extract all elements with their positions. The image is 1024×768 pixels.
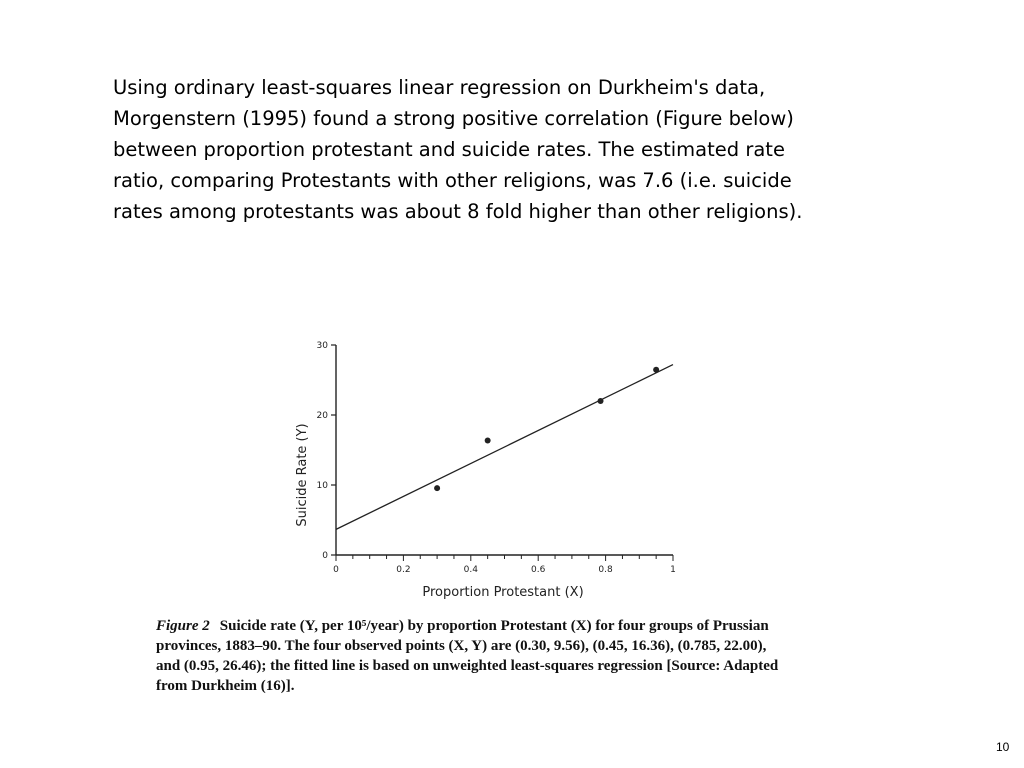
caption-line: and (0.95, 26.46); the fitted line is based on unweighted least-squares regression [Source: Adapted [156,658,779,674]
caption-line: Suicide rate (Y, per 10⁵/year) by proportion Protestant (X) for four groups of Prussian [219,618,769,634]
body-text-line: between proportion protestant and suicide rates. The estimated rate [113,138,785,161]
data-point [485,437,491,443]
y-tick-label: 30 [316,341,328,351]
data-point [598,398,604,404]
body-text-line: ratio, comparing Protestants with other religions, was 7.6 (i.e. suicide [113,169,792,192]
x-tick-label: 0 [333,565,339,575]
body-text-line: Using ordinary least-squares linear regression on Durkheim's data, [113,76,766,99]
caption-line: provinces, 1883–90. The four observed points (X, Y) are (0.30, 9.56), (0.45, 16.36), (0.785, 22.00), [156,638,767,654]
data-point [434,485,440,491]
page-number: 10 [996,740,1010,754]
caption-line: from Durkheim (16)]. [156,678,295,694]
x-axis-label: Proportion Protestant (X) [422,585,584,600]
y-tick-label: 10 [316,481,328,491]
fitted-regression-line [336,365,673,530]
scatter-chart [285,330,705,610]
y-tick-label: 20 [316,411,328,421]
x-tick-label: 0.2 [396,565,411,575]
figure-label: Figure 2 [156,618,210,634]
x-tick-label: 0.8 [598,565,613,575]
slide-body-text [113,72,873,227]
body-text-line: Morgenstern (1995) found a strong positive correlation (Figure below) [113,107,794,130]
x-tick-label: 0.6 [531,565,546,575]
body-text-line: rates among protestants was about 8 fold higher than other religions). [113,200,803,223]
figure-caption [156,616,836,696]
y-tick-label: 0 [322,551,328,561]
data-point [653,367,659,373]
x-tick-label: 0.4 [463,565,478,575]
x-tick-label: 1 [670,565,676,575]
y-axis-label: Suicide Rate (Y) [295,423,310,527]
